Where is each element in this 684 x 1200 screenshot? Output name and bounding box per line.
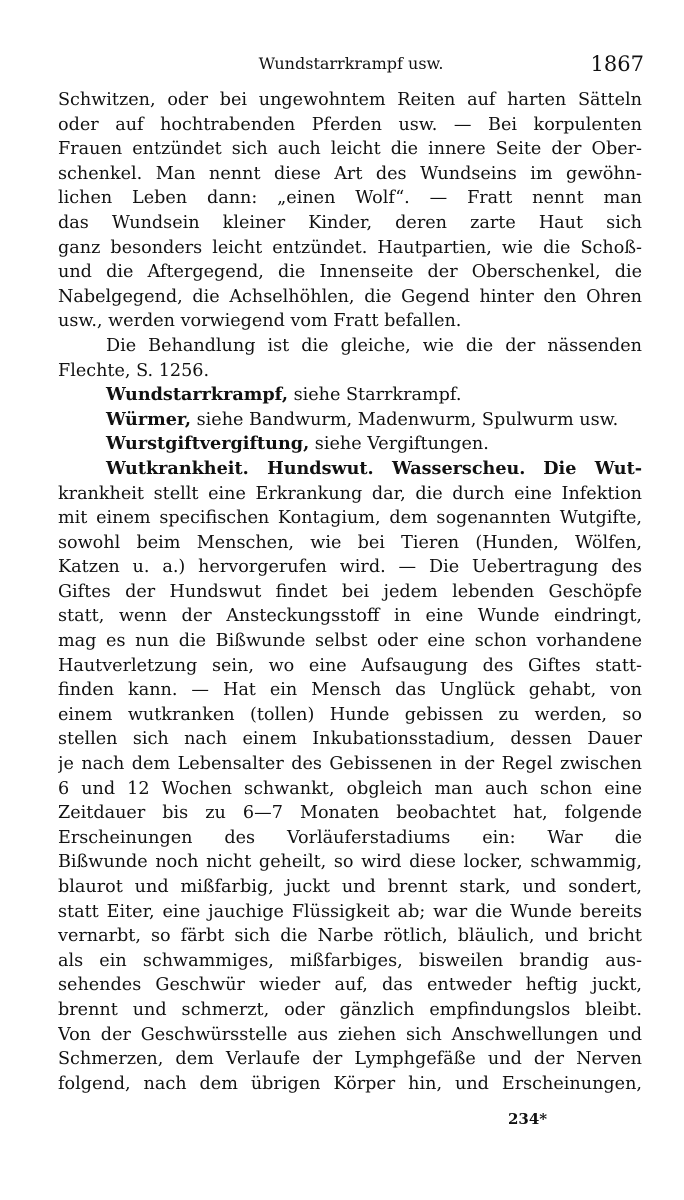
text-line: ganz besonders leicht entzündet. Hautpartien, wie die Schoß- (58, 237, 642, 258)
text-line: Giftes der Hundswut findet bei jedem lebenden Geschöpfe (58, 581, 642, 602)
text-line: Zeitdauer bis zu 6—7 Monaten beobachtet hat, folgende (58, 803, 642, 824)
text-line: Bißwunde noch nicht geheilt, so wird diese locker, schwammig, (58, 852, 642, 873)
text-line: Frauen entzündet sich auch leicht die innere Seite der Ober- (58, 139, 642, 160)
text-line: Nabelgegend, die Achselhöhlen, die Gegend hinter den Ohren (58, 286, 642, 307)
text-line: als ein schwammiges, mißfarbiges, bisweilen brandig aus- (58, 950, 642, 971)
text-line: krankheit stellt eine Erkrankung dar, die durch eine Infektion (58, 483, 642, 504)
text-line: Katzen u. a.) hervorgerufen wird. — Die Uebertragung des (58, 557, 642, 578)
text-line: Erscheinungen des Vorläuferstadiums ein: War die (58, 827, 642, 848)
text-line: Hautverletzung sein, wo eine Aufsaugung des Giftes statt- (58, 655, 642, 676)
text-line: vernarbt, so färbt sich die Narbe rötlich, bläulich, und bricht (58, 926, 642, 947)
text-body (58, 88, 642, 1096)
text-line: Die Behandlung ist die gleiche, wie die der nässenden (106, 335, 642, 356)
signature-mark: 234* (508, 1110, 548, 1128)
text-line: einem wutkranken (tollen) Hunde gebissen zu werden, so (58, 704, 642, 725)
cross-reference-entry (58, 408, 642, 433)
text-line: stellen sich nach einem Inkubationsstadium, dessen Dauer (58, 729, 642, 750)
main-entry-heading (58, 457, 642, 482)
page-number: 1867 (590, 52, 644, 76)
text-line: finden kann. — Hat ein Mensch das Unglück gehabt, von (58, 680, 642, 701)
text-line: mit einem specifischen Kontagium, dem sogenannten Wutgifte, (58, 508, 642, 529)
text-line: und die Aftergegend, die Innenseite der Oberschenkel, die (58, 262, 642, 283)
text-line: statt, wenn der Ansteckungsstoff in eine Wunde eindringt, (58, 606, 642, 627)
entry-term: Wundstarrkrampf, (106, 384, 288, 406)
entry-reference: siehe Starrkrampf. (293, 385, 462, 406)
cross-reference-entry (58, 432, 642, 457)
text-line: mag es nun die Bißwunde selbst oder eine schon vorhandene (58, 631, 642, 652)
text-line: lichen Leben dann: „einen Wolf“. — Fratt nennt man (58, 188, 642, 209)
entry-title: Wutkrankheit. Hundswut. Wasserscheu. (106, 457, 526, 479)
entry-term: Würmer, (106, 408, 192, 430)
entry-text-start: Die Wut- (543, 457, 642, 479)
text-line: statt Eiter, eine jauchige Flüssigkeit ab; war die Wunde bereits (58, 901, 642, 922)
entry-term: Wurstgiftvergiftung, (106, 433, 310, 455)
page-header (58, 52, 644, 82)
text-line: schenkel. Man nennt diese Art des Wundseins im gewöhn- (58, 163, 642, 184)
entry-reference: siehe Vergiftungen. (314, 434, 489, 455)
running-title: Wundstarrkrampf usw. (258, 54, 444, 73)
entry-reference: siehe Bandwurm, Madenwurm, Spulwurm usw. (196, 409, 619, 430)
text-line: oder auf hochtrabenden Pferden usw. — Bei korpulenten (58, 114, 642, 135)
text-line: Schmerzen, dem Verlaufe der Lymphgefäße und der Nerven (58, 1049, 642, 1070)
text-line: das Wundsein kleiner Kinder, deren zarte Haut sich (58, 212, 642, 233)
text-line: brennt und schmerzt, oder gänzlich empfindungslos bleibt. (58, 999, 642, 1020)
text-line: 6 und 12 Wochen schwankt, obgleich man auch schon eine (58, 778, 642, 799)
text-line: usw., werden vorwiegend vom Fratt befallen. (58, 311, 462, 332)
text-line: Von der Geschwürsstelle aus ziehen sich Anschwellungen und (58, 1024, 642, 1045)
text-line: Flechte, S. 1256. (58, 360, 210, 381)
cross-reference-entry (58, 383, 642, 408)
text-line: sowohl beim Menschen, wie bei Tieren (Hunden, Wölfen, (58, 532, 642, 553)
text-line: sehendes Geschwür wieder auf, das entweder heftig juckt, (58, 975, 642, 996)
text-line: folgend, nach dem übrigen Körper hin, und Erscheinungen, (58, 1073, 642, 1094)
text-line: Schwitzen, oder bei ungewohntem Reiten auf harten Sätteln (58, 90, 642, 110)
text-line: je nach dem Lebensalter des Gebissenen in der Regel zwischen (58, 754, 642, 775)
text-line: blaurot und mißfarbig, juckt und brennt stark, und sondert, (58, 877, 642, 897)
